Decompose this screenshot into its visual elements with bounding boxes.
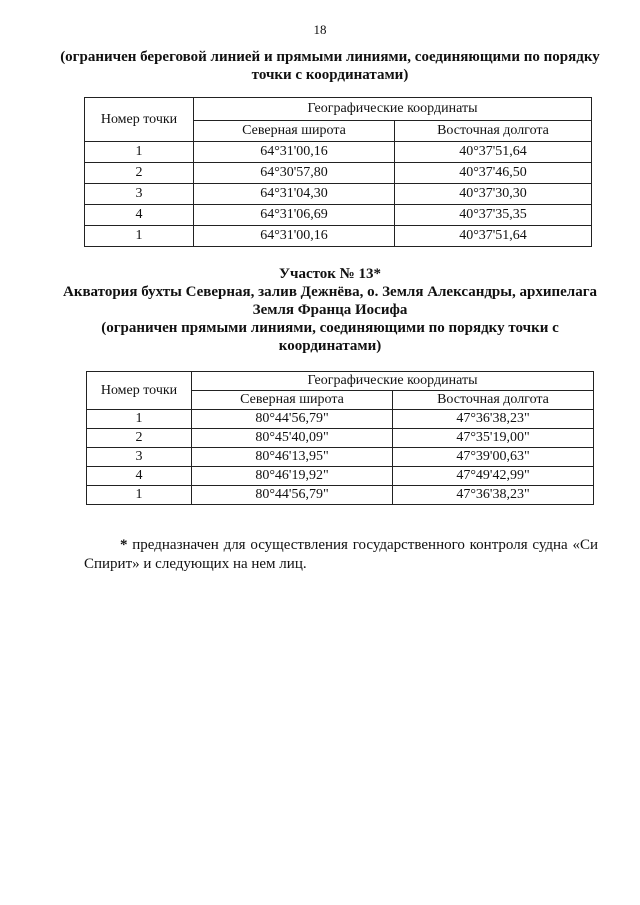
longitude-cell: 47°36'38,23" [393,486,594,505]
longitude-cell: 40°37'35,35 [395,205,592,226]
latitude-cell: 64°31'00,16 [194,142,395,163]
col-lat-header: Северная широта [194,121,395,142]
section1-heading: (ограничен береговой линией и прямыми линиями, соединяющими по порядку точки с координатами) [60,49,600,83]
latitude-cell: 64°31'04,30 [194,184,395,205]
section2-title: Участок № 13* [278,266,381,282]
footnote [84,536,598,574]
section2-subtitle: Акватория бухты Северная, залив Дежнёва, о. Земля Александры, архипелага Земля Франца Иосифа [62,284,598,318]
section2-heading [60,265,600,355]
point-number: 4 [85,205,194,226]
col-point-header: Номер точки [85,98,194,142]
point-number: 1 [85,142,194,163]
footnote-text: предназначен для осуществления государственного контроля судна «Си Спирит» и следующих на нем лиц. [84,537,599,572]
section2-note: (ограничен прямыми линиями, соединяющими по порядку точки с координатами) [101,320,559,354]
footnote-mark: * [120,537,128,553]
table-row [85,163,592,184]
longitude-cell: 47°36'38,23" [393,410,594,429]
col-lat-header: Северная широта [192,391,393,410]
latitude-cell: 80°44'56,79" [192,410,393,429]
latitude-cell: 64°31'06,69 [194,205,395,226]
table-row [87,486,594,505]
col-geo-header: Географические координаты [192,372,594,391]
latitude-cell: 80°46'19,92" [192,467,393,486]
point-number: 2 [87,429,192,448]
coordinates-table-2 [86,371,594,505]
table-row [85,226,592,247]
table-row [87,467,594,486]
longitude-cell: 40°37'30,30 [395,184,592,205]
page-number: 18 [313,22,327,37]
col-geo-header: Географические координаты [194,98,592,121]
longitude-cell: 47°39'00,63" [393,448,594,467]
table-row [87,429,594,448]
longitude-cell: 47°49'42,99" [393,467,594,486]
point-number: 1 [87,410,192,429]
col-lon-header: Восточная долгота [395,121,592,142]
latitude-cell: 80°46'13,95" [192,448,393,467]
longitude-cell: 40°37'51,64 [395,142,592,163]
longitude-cell: 47°35'19,00" [393,429,594,448]
latitude-cell: 80°45'40,09" [192,429,393,448]
latitude-cell: 80°44'56,79" [192,486,393,505]
coordinates-table-1 [84,97,592,247]
col-point-header: Номер точки [87,372,192,410]
table-row [85,142,592,163]
latitude-cell: 64°31'00,16 [194,226,395,247]
point-number: 4 [87,467,192,486]
point-number: 1 [85,226,194,247]
point-number: 1 [87,486,192,505]
point-number: 3 [85,184,194,205]
table-row [85,184,592,205]
latitude-cell: 64°30'57,80 [194,163,395,184]
point-number: 2 [85,163,194,184]
table-row [87,448,594,467]
longitude-cell: 40°37'46,50 [395,163,592,184]
col-lon-header: Восточная долгота [393,391,594,410]
longitude-cell: 40°37'51,64 [395,226,592,247]
point-number: 3 [87,448,192,467]
table-row [87,410,594,429]
table-row [85,205,592,226]
